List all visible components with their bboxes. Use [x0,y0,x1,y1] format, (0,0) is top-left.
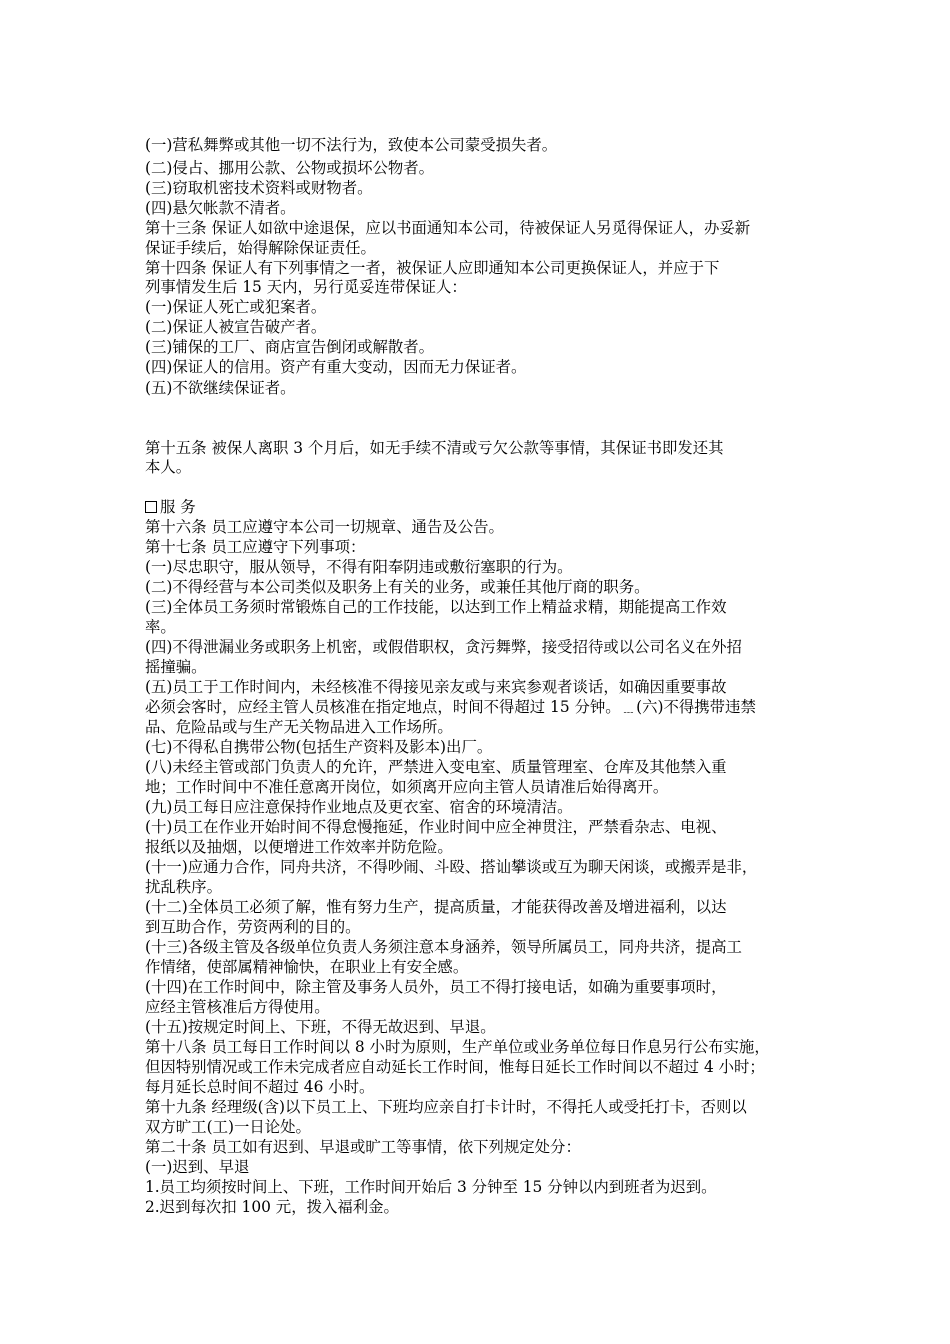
section-heading-label: 服 务 [160,498,196,516]
text-line: 1.员工均须按时间上、下班，工作时间开始后 3 分钟至 15 分钟以内到班者为迟到。 [145,1178,717,1196]
text-line: 2.迟到每次扣 100 元，拨入福利金。 [145,1198,399,1216]
text-line: (九)员工每日应注意保持作业地点及更衣室、宿舍的环境清洁。 [145,798,573,816]
text-line: 第二十条 员工如有迟到、早退或旷工等事情，依下列规定处分： [145,1138,581,1156]
text-line: (三)铺保的工厂、商店宣告倒闭或解散者。 [145,338,435,356]
text-line: 报纸以及抽烟，以便增进工作效率并防危险。 [145,838,453,856]
text-line: 品、危险品或与生产无关物品进入工作场所。 [145,718,453,736]
text-line: (五)员工于工作时间内，未经核准不得接见亲友或与来宾参观者谈话，如确因重要事故 [145,678,727,696]
text-line: 作情绪，使部属精神愉快，在职业上有安全感。 [145,958,469,976]
text-line: (一)营私舞弊或其他一切不法行为，致使本公司蒙受损失者。 [145,136,558,154]
text-line: 地；工作时间中不准任意离开岗位，如须离开应向主管人员请准后始得离开。 [145,778,669,796]
text-line: 必须会客时，应经主管人员核准在指定地点，时间不得超过 15 分钟。﹍(六)不得携带违禁 [145,698,756,716]
text-line: (一)保证人死亡或犯案者。 [145,298,327,316]
text-line: 双方旷工(工)一日论处。 [145,1118,311,1136]
text-line: (一)迟到、早退 [145,1158,250,1176]
text-line: (四)悬欠帐款不清者。 [145,199,296,217]
text-line: 第十四条 保证人有下列事情之一者，被保证人应即通知本公司更换保证人，并应于下 [145,259,720,277]
text-line: 每月延长总时间不超过 46 小时。 [145,1078,375,1096]
text-line: 第十三条 保证人如欲中途退保，应以书面通知本公司，待被保证人另觅得保证人，办妥新 [145,219,751,237]
text-line: (十一)应通力合作，同舟共济，不得吵闹、斗殴、搭讪攀谈或互为聊天闲谈，或搬弄是非， [145,858,758,876]
text-line: 第十七条 员工应遵守下列事项： [145,538,366,556]
checkbox-square-icon [145,501,157,513]
text-line: 第十六条 员工应遵守本公司一切规章、通告及公告。 [145,518,504,536]
text-line: 但因特别情况或工作未完成者应自动延长工作时间，惟每日延长工作时间以不超过 4 小时； [145,1058,765,1076]
text-line: 第十八条 员工每日工作时间以 8 小时为原则，生产单位或业务单位每日作息另行公布实施， [145,1038,770,1056]
text-line: (一)尽忠职守，服从领导，不得有阳奉阴违或敷衍塞职的行为。 [145,558,573,576]
text-line: 扰乱秩序。 [145,878,222,896]
text-line: 本人。 [145,458,192,476]
text-line: 第十五条 被保人离职 3 个月后，如无手续不清或亏欠公款等事情，其保证书即发还其 [145,439,724,457]
text-line: (三)窃取机密技术资料或财物者。 [145,179,373,197]
text-line: (十四)在工作时间中，除主管及事务人员外，员工不得打接电话，如确为重要事项时， [145,978,727,996]
text-line: 到互助合作，劳资两利的目的。 [145,918,361,936]
text-line: (四)不得泄漏业务或职务上机密，或假借职权，贪污舞弊，接受招待或以公司名义在外招 [145,638,742,656]
text-line: (十)员工在作业开始时间不得怠慢拖延，作业时间中应全神贯注，严禁看杂志、电视、 [145,818,727,836]
text-line: (二)保证人被宣告破产者。 [145,318,327,336]
text-line: (十三)各级主管及各级单位负责人务须注意本身涵养，领导所属员工，同舟共济，提高工 [145,938,742,956]
text-line: (二)侵占、挪用公款、公物或损坏公物者。 [145,159,435,177]
text-line: (七)不得私自携带公物(包括生产资料及影本)出厂。 [145,738,493,756]
text-line: 摇撞骗。 [145,658,207,676]
text-line: 率。 [145,618,176,636]
text-line: (四)保证人的信用。资产有重大变动，因而无力保证者。 [145,358,527,376]
text-line: (十二)全体员工必须了解，惟有努力生产，提高质量，才能获得改善及增进福利，以达 [145,898,727,916]
section-heading [145,498,196,517]
text-line: (五)不欲继续保证者。 [145,379,296,397]
text-line: (三)全体员工务须时常锻炼自己的工作技能，以达到工作上精益求精，期能提高工作效 [145,598,727,616]
text-line: (二)不得经营与本公司类似及职务上有关的业务，或兼任其他厅商的职务。 [145,578,650,596]
text-line: (十五)按规定时间上、下班，不得无故迟到、早退。 [145,1018,496,1036]
text-line: 列事情发生后 15 天内，另行觅妥连带保证人： [145,278,467,296]
text-line: (八)未经主管或部门负责人的允许，严禁进入变电室、质量管理室、仓库及其他禁入重 [145,758,727,776]
text-line: 应经主管核准后方得使用。 [145,998,330,1016]
text-line: 保证手续后，始得解除保证责任。 [145,239,376,257]
text-line: 第十九条 经理级(含)以下员工上、下班均应亲自打卡计时，不得托人或受托打卡，否则以 [145,1098,747,1116]
